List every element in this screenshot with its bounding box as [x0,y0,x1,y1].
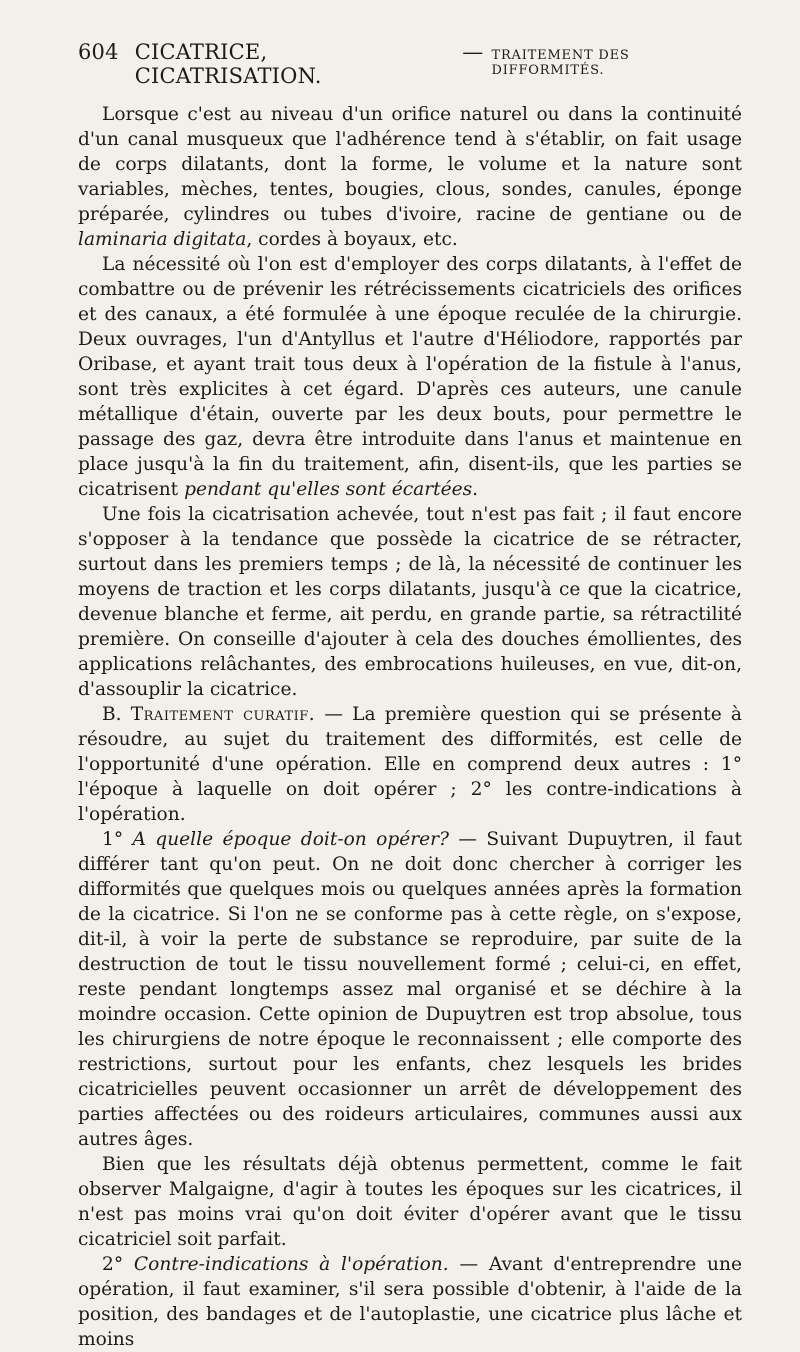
page-number: 604 [78,40,119,64]
paragraph-7: 2° Contre-indications à l'opération. — Avant d'entreprendre une opération, il faut examiner, s'il sera possible d'obtenir, à l'aide de la position, des bandages et de l'autoplastie, une cicatrice plus lâche et moins [78,1254,743,1350]
paragraph-4: B. Traitement curatif. — La première question qui se présente à résoudre, au sujet du traitement des difformités, est celle de l'opportunité d'une opération. Elle en comprend deux autres : 1° l'époque à laquelle on doit opérer ; 2° les contre-indications à l'opération. [78,704,742,825]
paragraph-1: Lorsque c'est au niveau d'un orifice naturel ou dans la continuité d'un canal musqueux que l'adhérence tend à s'établir, on fait usage de corps dilatants, dont la forme, le volume et la nature sont variables, mèches, tentes, bougies, clous, sondes, canules, éponge préparée, cylindres ou tubes d'ivoire, racine de gentiane ou de laminaria digitata, cordes à boyaux, etc. [78,104,742,250]
page-body [78,102,742,1352]
section-heading: Traitement curatif. [130,704,316,725]
running-header [78,40,742,88]
italic-term: laminaria digitata [78,229,247,250]
italic-quote: pendant qu'elles sont écartées [184,479,473,500]
header-running-title: TRAITEMENT DES DIFFORMITÉS. [491,48,630,78]
paragraph-2: La nécessité où l'on est d'employer des corps dilatants, à l'effet de combattre ou de prévenir les rétrécissements cicatriciels des orifices et des canaux, a été formulée à une époque reculée de la chirurgie. Deux ouvrages, l'un d'Antyllus et l'autre d'Héliodore, rapportés par Oribase, et ayant trait tous deux à l'opération de la fistule à l'anus, sont très explicites à cet égard. D'après ces auteurs, une canule métallique d'étain, ouverte par les deux bouts, pour permettre le passage des gaz, devra être introduite dans l'anus et maintenue en place jusqu'à la fin du traitement, afin, disent-ils, que les parties se cicatrisent pendant qu'elles sont écartées. [78,254,742,500]
header-dash: — [462,40,484,64]
header-title: CICATRICE, CICATRISATION. [134,40,322,88]
paragraph-5: 1° A quelle époque doit-on opérer? — Suivant Dupuytren, il faut différer tant qu'on peut. On ne doit donc chercher à corriger les difformités que quelques mois ou quelques années après la formation de la cicatrice. Si l'on ne se conforme pas à cette règle, on s'expose, dit-il, à voir la perte de substance se reproduire, par suite de la destruction de tout le tissu nouvellement formé ; celui-ci, en effet, reste pendant longtemps assez mal organisé et se déchire à la moindre occasion. Cette opinion de Dupuytren est trop absolue, tous les chirurgiens de notre époque le reconnaissent ; elle comporte des restrictions, surtout pour les enfants, chez lesquels les brides cicatricielles peuvent occasionner un arrêt de développement des parties affectées ou des roideurs articulaires, communes aussi aux autres âges. [78,829,742,1150]
paragraph-3: Une fois la cicatrisation achevée, tout n'est pas fait ; il faut encore s'opposer à la tendance que possède la cicatrice de se rétracter, surtout dans les premiers temps ; de là, la nécessité de continuer les moyens de traction et les corps dilatants, jusqu'à ce que la cicatrice, devenue blanche et ferme, ait perdu, en grande partie, sa rétractilité première. On conseille d'ajouter à cela des douches émollientes, des applications relâchantes, des embrocations huileuses, en vue, dit-on, d'assouplir la cicatrice. [78,504,742,700]
subsection-heading: A quelle époque doit-on opérer? [132,829,449,850]
paragraph-6: Bien que les résultats déjà obtenus permettent, comme le fait observer Malgaigne, d'agir à toutes les époques sur les cicatrices, il n'est pas moins vrai qu'on doit éviter d'opérer avant que le tissu cicatriciel soit parfait. [78,1154,742,1250]
subsection-heading: Contre-indications à l'opération. [133,1254,449,1275]
